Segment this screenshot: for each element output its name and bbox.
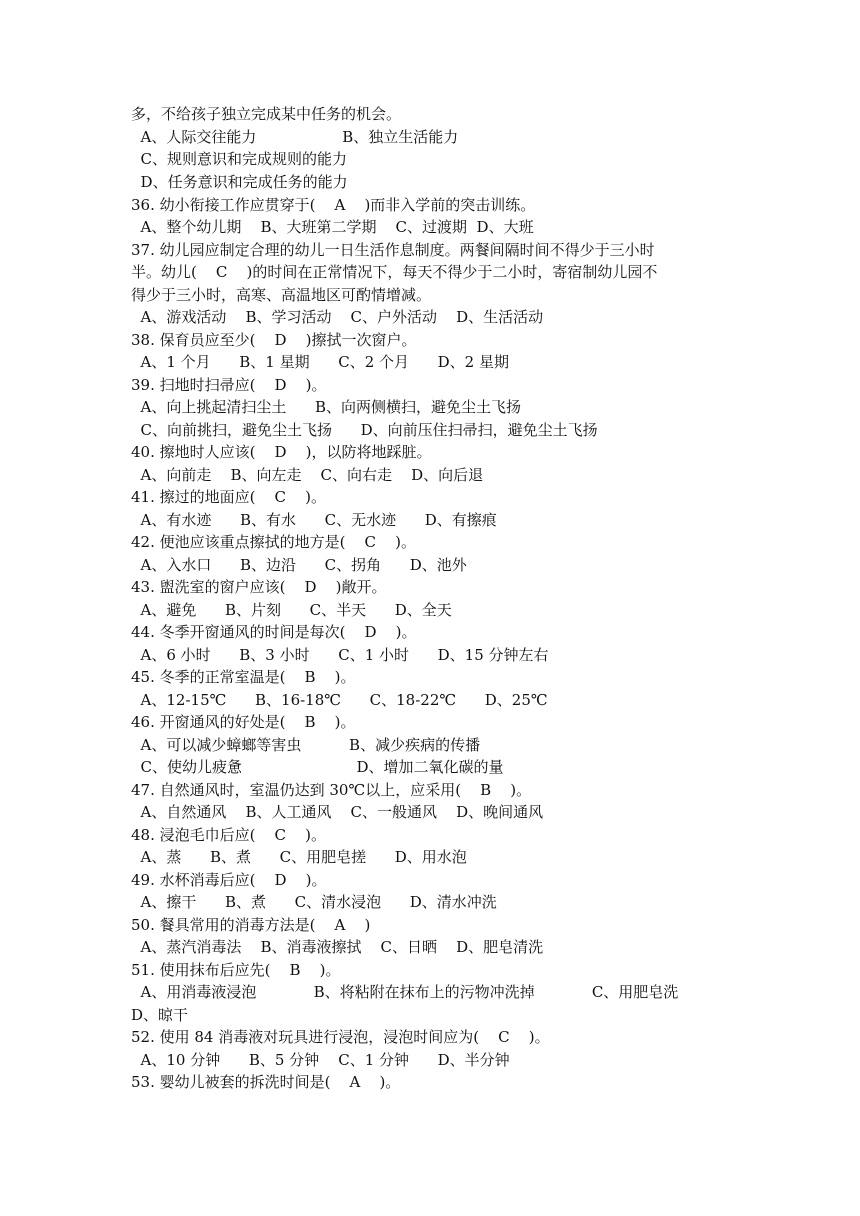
text-line: A、蒸汽消毒法 B、消毒液擦拭 C、日晒 D、肥皂清洗 <box>131 938 544 956</box>
text-line: 38. 保育员应至少( D )擦拭一次窗户。 <box>131 331 417 349</box>
text-line: A、可以减少蟑螂等害虫 B、减少疾病的传播 <box>131 736 481 754</box>
text-line: 得少于三小时，高寒、高温地区可酌情增减。 <box>131 286 432 304</box>
text-line: 37. 幼儿园应制定合理的幼儿一日生活作息制度。两餐间隔时间不得少于三小时 <box>131 241 655 259</box>
text-line: A、向前走 B、向左走 C、向右走 D、向后退 <box>131 466 484 484</box>
text-line: A、蒸 B、煮 C、用肥皂搓 D、用水泡 <box>131 848 467 866</box>
text-line: 44. 冬季开窗通风的时间是每次( D )。 <box>131 623 417 641</box>
text-line: 53. 婴幼儿被套的拆洗时间是( A )。 <box>131 1073 401 1091</box>
text-line: 48. 浸泡毛巾后应( C )。 <box>131 826 326 844</box>
text-line: 52. 使用 84 消毒液对玩具进行浸泡，浸泡时间应为( C )。 <box>131 1028 550 1046</box>
text-line: A、6 小时 B、3 小时 C、1 小时 D、15 分钟左右 <box>131 646 549 664</box>
text-line: 36. 幼小衔接工作应贯穿于( A )而非入学前的突击训练。 <box>131 196 536 214</box>
text-line: C、向前挑扫，避免尘土飞扬 D、向前压住扫帚扫，避免尘土飞扬 <box>131 421 598 439</box>
text-line: A、用消毒液浸泡 B、将粘附在抹布上的污物冲洗掉 C、用肥皂洗 <box>131 983 679 1001</box>
text-line: 40. 擦地时人应该( D )，以防将地踩脏。 <box>131 443 432 461</box>
text-line: A、有水迹 B、有水 C、无水迹 D、有擦痕 <box>131 511 497 529</box>
text-line: A、入水口 B、边沿 C、拐角 D、池外 <box>131 556 467 574</box>
text-line: 47. 自然通风时，室温仍达到 30℃以上，应采用( B )。 <box>131 781 532 799</box>
text-line: 42. 便池应该重点擦拭的地方是( C )。 <box>131 533 416 551</box>
text-line: 多，不给孩子独立完成某中任务的机会。 <box>131 105 402 123</box>
text-line: 45. 冬季的正常室温是( B )。 <box>131 668 356 686</box>
text-line: C、使幼儿疲惫 D、增加二氧化碳的量 <box>131 758 504 776</box>
text-line: A、整个幼儿期 B、大班第二学期 C、过渡期 D、大班 <box>131 218 534 236</box>
text-line: A、1 个月 B、1 星期 C、2 个月 D、2 星期 <box>131 353 509 371</box>
text-line: A、10 分钟 B、5 分钟 C、1 分钟 D、半分钟 <box>131 1051 510 1069</box>
text-line: A、12-15℃ B、16-18℃ C、18-22℃ D、25℃ <box>131 691 548 709</box>
text-line: 39. 扫地时扫帚应( D )。 <box>131 376 327 394</box>
text-line: 46. 开窗通风的好处是( B )。 <box>131 713 356 731</box>
text-line: C、规则意识和完成规则的能力 <box>131 150 348 168</box>
text-line: A、人际交往能力 B、独立生活能力 <box>131 128 459 146</box>
text-line: 半。幼儿( C )的时间在正常情况下，每天不得少于二小时，寄宿制幼儿园不 <box>131 263 658 281</box>
text-line: 50. 餐具常用的消毒方法是( A ) <box>131 916 371 934</box>
text-line: D、晾干 <box>131 1006 189 1024</box>
text-line: A、擦干 B、煮 C、清水浸泡 D、清水冲洗 <box>131 893 497 911</box>
text-line: A、向上挑起清扫尘土 B、向两侧横扫，避免尘土飞扬 <box>131 398 522 416</box>
text-line: A、避免 B、片刻 C、半天 D、全天 <box>131 601 452 619</box>
text-line: 41. 擦过的地面应( C )。 <box>131 488 326 506</box>
text-line: D、任务意识和完成任务的能力 <box>131 173 348 191</box>
text-line: A、游戏活动 B、学习活动 C、户外活动 D、生活活动 <box>131 308 544 326</box>
text-line: 51. 使用抹布后应先( B )。 <box>131 961 341 979</box>
text-line: A、自然通风 B、人工通风 C、一般通风 D、晚间通风 <box>131 803 544 821</box>
text-line: 43. 盥洗室的窗户应该( D )敞开。 <box>131 578 387 596</box>
text-line: 49. 水杯消毒后应( D )。 <box>131 871 327 889</box>
